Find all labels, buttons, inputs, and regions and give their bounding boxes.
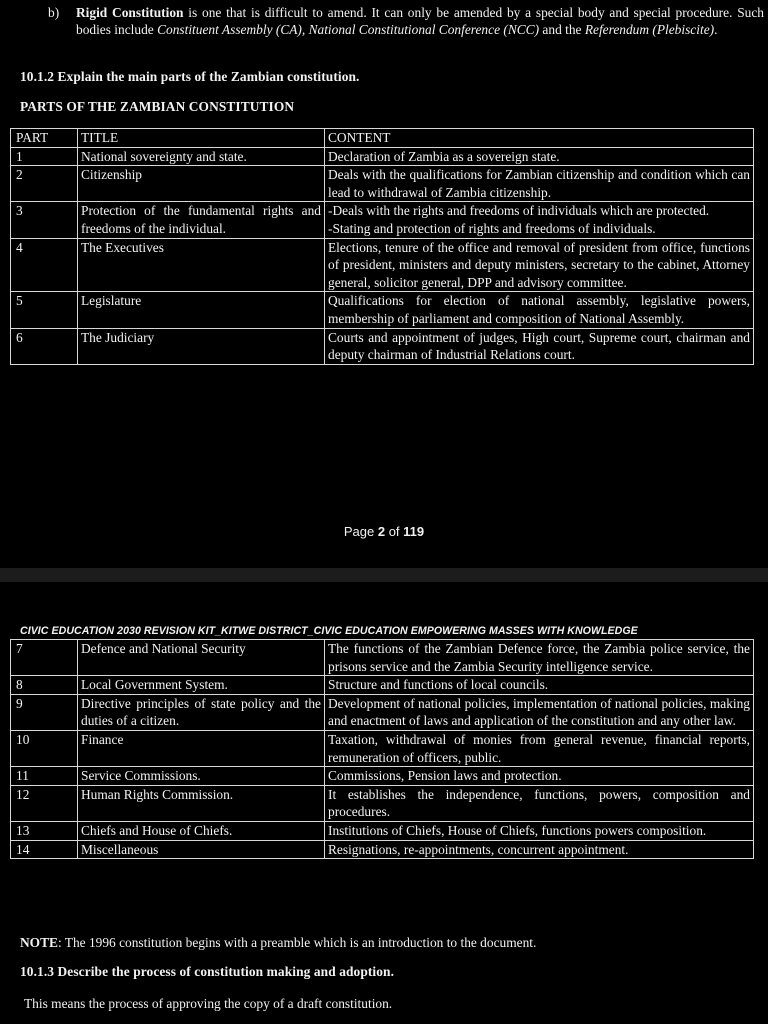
- constitution-parts-table: [10, 128, 754, 365]
- header-part: PART: [11, 129, 78, 148]
- heading-10-1-2: 10.1.2 Explain the main parts of the Zambian constitution.: [20, 69, 360, 84]
- table-row: 9 Directive principles of state policy and the duties of a citizen. Development of national policies, implementation of national policies, making and enactment of laws and application of the constitution and any other law.: [11, 694, 754, 730]
- content-line: -Deals with the rights and freedoms of individuals which are protected.: [328, 203, 710, 219]
- heading-10-1-3: 10.1.3 Describe the process of constitution making and adoption.: [20, 964, 395, 979]
- table-row: 1 National sovereignty and state. Declaration of Zambia as a sovereign state.: [11, 147, 754, 166]
- table-row: 8 Local Government System. Structure and functions of local councils.: [11, 676, 754, 695]
- table-row: 14 Miscellaneous Resignations, re-appointments, concurrent appointment.: [11, 840, 754, 859]
- page-number: Page 2 of 119: [343, 524, 425, 539]
- note-label: NOTE: [20, 935, 58, 950]
- table-row: 2 Citizenship Deals with the qualifications for Zambian citizenship and condition which can lead to withdrawal of Zambia citizenship.: [11, 166, 754, 202]
- page-separator: [0, 568, 768, 582]
- heading-parts-of-constitution: PARTS OF THE ZAMBIAN CONSTITUTION: [20, 99, 295, 114]
- note-paragraph: NOTE: The 1996 constitution begins with a preamble which is an introduction to the document.: [20, 935, 537, 950]
- table-row: 6 The Judiciary Courts and appointment of judges, High court, Supreme court, chairman and deputy chairman of Industrial Relations court.: [11, 328, 754, 364]
- document-page-2: [0, 582, 768, 1024]
- running-header: CIVIC EDUCATION 2030 REVISION KIT_KITWE DISTRICT_CIVIC EDUCATION EMPOWERING MASSES WITH KNOWLEDGE: [20, 625, 638, 637]
- table-row: 12 Human Rights Commission. It establishes the independence, functions, powers, composition and procedures.: [11, 785, 754, 821]
- table-row: 11 Service Commissions. Commissions, Pension laws and protection.: [11, 767, 754, 786]
- header-content: CONTENT: [325, 129, 754, 148]
- table-row: 10 Finance Taxation, withdrawal of monies from general revenue, financial reports, remuneration of officers, public.: [11, 730, 754, 766]
- table-row: 5 Legislature Qualifications for election of national assembly, legislative powers, membership of parliament and composition of National Assembly.: [11, 292, 754, 328]
- rigid-constitution-paragraph: b) Rigid Constitution is one that is difficult to amend. It can only be amended by a special body and special procedure. Such bodies include Constituent Assembly (CA), National Constitutional Conference (NCC) and the Referendum (Plebiscite).: [48, 5, 764, 37]
- constitution-parts-table-continued: [10, 639, 754, 859]
- content-line: -Stating and protection of rights and freedoms of individuals.: [328, 220, 656, 236]
- table-row: 3 Protection of the fundamental rights and freedoms of the individual. -Deals with the rights and freedoms of individuals which are protected. -Stating and protection of rights and freedoms of individuals.: [11, 202, 754, 238]
- header-title: TITLE: [78, 129, 325, 148]
- table-row: 7 Defence and National Security The functions of the Zambian Defence force, the Zambia police service, the prisons service and the Zambia Security intelligence service.: [11, 640, 754, 676]
- list-label: b): [48, 5, 60, 20]
- table-header-row: [11, 129, 754, 148]
- term-rigid-constitution: Rigid Constitution: [76, 5, 184, 20]
- table-row: 13 Chiefs and House of Chiefs. Institutions of Chiefs, House of Chiefs, functions powers composition.: [11, 821, 754, 840]
- body-text: This means the process of approving the copy of a draft constitution.: [24, 996, 393, 1011]
- table-row: 4 The Executives Elections, tenure of the office and removal of president from office, functions of president, ministers and deputy ministers, secretary to the cabinet, Attorney general, solicitor general, DPP and advisory committee.: [11, 238, 754, 292]
